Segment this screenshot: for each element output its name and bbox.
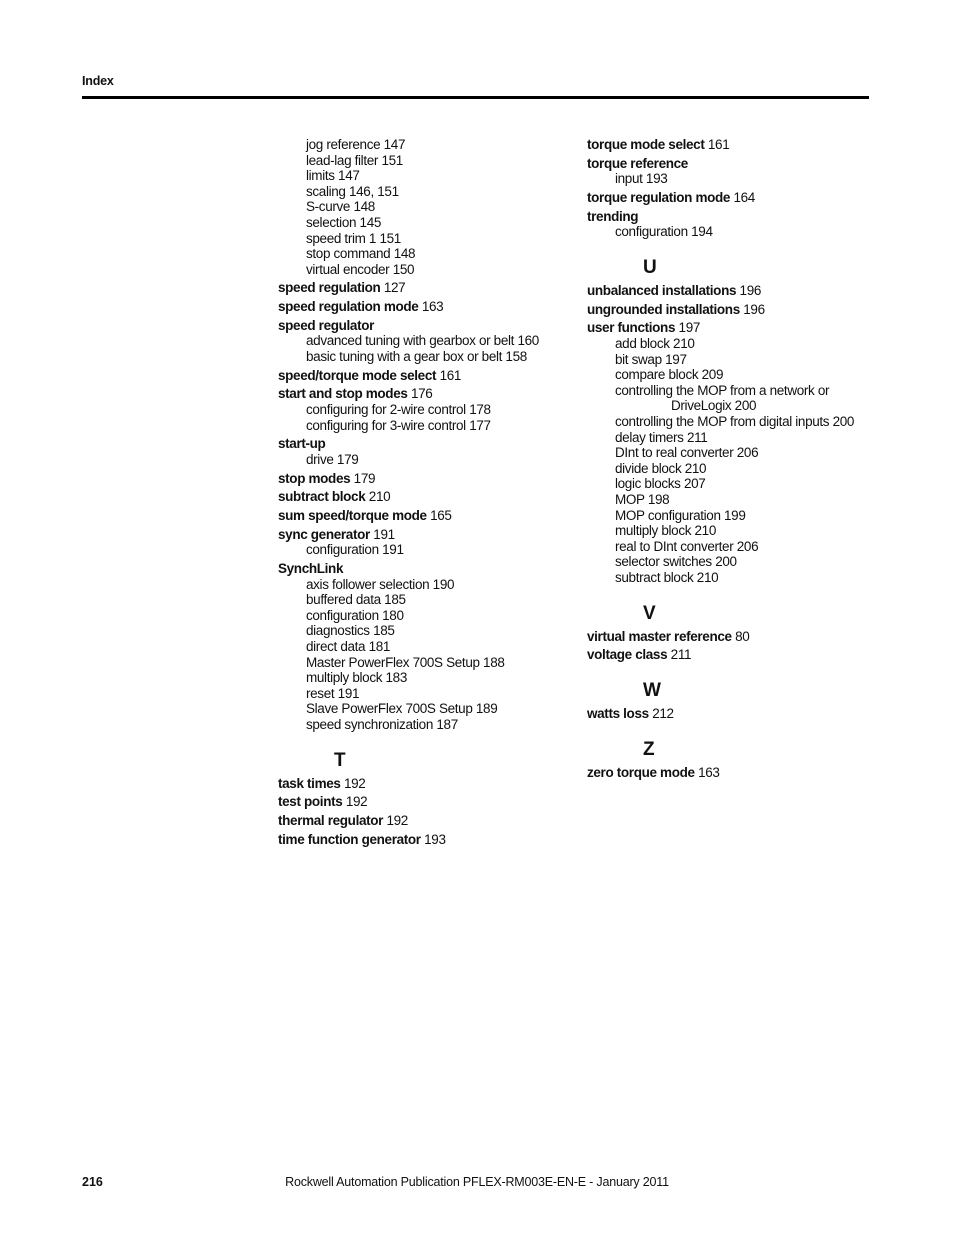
index-term: torque regulation mode bbox=[587, 190, 731, 205]
index-entry bbox=[278, 296, 563, 315]
index-entry bbox=[278, 433, 563, 452]
index-subentry: DInt to real converter 206 bbox=[615, 445, 759, 461]
index-subentry: scaling 146, 151 bbox=[306, 183, 399, 199]
page-reference: 197 bbox=[678, 320, 701, 336]
page-reference: 176 bbox=[410, 386, 433, 402]
index-term: speed regulator bbox=[278, 317, 375, 333]
index-subentry: direct data 181 bbox=[306, 639, 391, 655]
index-term: torque mode select bbox=[587, 137, 705, 152]
index-column-right bbox=[587, 137, 877, 780]
section-letter: W bbox=[643, 680, 661, 702]
index-subentry: jog reference 147 bbox=[306, 137, 406, 152]
index-term: thermal regulator bbox=[278, 812, 384, 828]
page-reference: 210 bbox=[368, 489, 391, 505]
index-entry bbox=[278, 505, 563, 524]
page-reference: 192 bbox=[343, 775, 366, 791]
index-term: user functions bbox=[587, 320, 676, 336]
index-entry bbox=[587, 299, 877, 318]
index-entry bbox=[278, 277, 563, 296]
page-reference: 191 bbox=[373, 526, 395, 542]
index-subentry: multiply block 210 bbox=[615, 523, 717, 539]
index-term: time function generator bbox=[278, 831, 421, 847]
index-term: test points bbox=[278, 794, 343, 810]
index-entry bbox=[587, 706, 877, 722]
index-subentry: bit swap 197 bbox=[615, 351, 687, 367]
publication-text: Rockwell Automation Publication PFLEX-RM003E-EN-E - January 2011 bbox=[285, 1175, 669, 1189]
page-reference: 193 bbox=[424, 831, 446, 847]
page-reference: 212 bbox=[652, 706, 674, 722]
index-subentry: selector switches 200 bbox=[615, 554, 737, 570]
index-subentry: configuration 194 bbox=[615, 224, 713, 240]
index-subentry: real to DInt converter 206 bbox=[615, 538, 759, 554]
index-subentry: compare block 209 bbox=[615, 367, 724, 383]
page-reference: 196 bbox=[743, 301, 765, 317]
index-subentry: speed synchronization 187 bbox=[306, 716, 458, 732]
page-reference: 192 bbox=[345, 794, 368, 810]
index-entry bbox=[587, 317, 877, 336]
index-entry bbox=[278, 829, 563, 848]
index-entry bbox=[587, 765, 877, 781]
index-subentry: add block 210 bbox=[615, 336, 695, 352]
page-reference: 164 bbox=[733, 190, 755, 205]
index-term: virtual master reference bbox=[587, 628, 732, 644]
index-entry bbox=[587, 644, 877, 663]
index-subentry: configuring for 2-wire control 178 bbox=[306, 402, 491, 418]
page-reference: 161 bbox=[707, 137, 730, 152]
index-subentry: S-curve 148 bbox=[306, 199, 375, 215]
index-subentry: lead-lag filter 151 bbox=[306, 152, 403, 168]
index-subentry: controlling the MOP from a network or bbox=[615, 382, 830, 398]
index-subentry: controlling the MOP from digital inputs 200 bbox=[615, 414, 855, 430]
index-term: task times bbox=[278, 775, 341, 791]
page-reference: 163 bbox=[421, 299, 444, 315]
index-term: zero torque mode bbox=[587, 764, 695, 780]
index-subentry: configuring for 3-wire control 177 bbox=[306, 417, 491, 433]
index-entry bbox=[278, 791, 563, 810]
running-header: Index bbox=[82, 74, 114, 88]
section-letter: T bbox=[334, 749, 346, 771]
index-entry bbox=[278, 558, 563, 577]
index-term: SynchLink bbox=[278, 560, 344, 576]
section-letter: U bbox=[643, 257, 657, 278]
index-subentry: axis follower selection 190 bbox=[306, 576, 455, 592]
index-term: ungrounded installations bbox=[587, 301, 740, 317]
index-term: voltage class bbox=[587, 647, 668, 663]
index-subentry: limits 147 bbox=[306, 168, 360, 184]
index-term: sum speed/torque mode bbox=[278, 507, 427, 523]
index-subentry: Master PowerFlex 700S Setup 188 bbox=[306, 654, 505, 670]
index-entry bbox=[587, 187, 877, 206]
index-entry bbox=[587, 153, 877, 172]
index-term: subtract block bbox=[278, 489, 366, 505]
page-reference: 196 bbox=[739, 283, 762, 298]
index-term: unbalanced installations bbox=[587, 283, 737, 298]
index-subentry: subtract block 210 bbox=[615, 570, 719, 586]
index-term: start and stop modes bbox=[278, 386, 408, 402]
index-subentry: delay timers 211 bbox=[615, 429, 708, 445]
index-subentry: Slave PowerFlex 700S Setup 189 bbox=[306, 701, 498, 717]
page-reference: 192 bbox=[386, 812, 408, 828]
index-term: speed/torque mode select bbox=[278, 367, 437, 383]
page-reference: 179 bbox=[353, 470, 376, 486]
index-subentry-continuation: DriveLogix 200 bbox=[671, 398, 757, 414]
index-subentry: diagnostics 185 bbox=[306, 623, 395, 639]
index-entry bbox=[278, 524, 563, 543]
index-subentry: speed trim 1 151 bbox=[306, 230, 401, 246]
publication-footer bbox=[0, 1175, 954, 1189]
index-subentry: MOP 198 bbox=[615, 492, 670, 508]
index-term: speed regulation bbox=[278, 280, 381, 296]
index-entry bbox=[278, 468, 563, 487]
index-entry bbox=[587, 629, 877, 645]
index-term: start-up bbox=[278, 436, 326, 452]
section-letter: Z bbox=[643, 738, 655, 760]
index-subentry: buffered data 185 bbox=[306, 592, 406, 608]
index-subentry: configuration 180 bbox=[306, 607, 404, 623]
index-subentry: logic blocks 207 bbox=[615, 476, 706, 492]
index-entry bbox=[587, 137, 877, 153]
page-number: 216 bbox=[82, 1175, 103, 1189]
page-reference: 127 bbox=[383, 280, 406, 296]
index-entry bbox=[278, 776, 563, 792]
index-subentry: basic tuning with a gear box or belt 158 bbox=[306, 349, 527, 365]
page-reference: 80 bbox=[735, 628, 750, 644]
index-entry bbox=[278, 315, 563, 334]
page-reference: 163 bbox=[698, 764, 720, 780]
index-subentry: advanced tuning with gearbox or belt 160 bbox=[306, 333, 539, 349]
index-subentry: MOP configuration 199 bbox=[615, 507, 746, 523]
header-rule bbox=[82, 96, 869, 99]
index-subentry: input 193 bbox=[615, 171, 668, 187]
index-entry bbox=[278, 383, 563, 402]
index-term: stop modes bbox=[278, 470, 351, 486]
index-subentry: divide block 210 bbox=[615, 460, 707, 476]
index-subentry: virtual encoder 150 bbox=[306, 261, 415, 277]
index-term: watts loss bbox=[587, 706, 649, 722]
index-entry bbox=[278, 810, 563, 829]
section-letter: V bbox=[643, 602, 656, 624]
index-term: torque reference bbox=[587, 155, 688, 171]
index-entry bbox=[587, 206, 877, 225]
index-subentry: drive 179 bbox=[306, 451, 359, 467]
index-subentry: stop command 148 bbox=[306, 246, 416, 262]
index-entry bbox=[587, 283, 877, 299]
index-subentry: selection 145 bbox=[306, 214, 382, 230]
page-reference: 165 bbox=[430, 507, 452, 523]
index-term: speed regulation mode bbox=[278, 299, 419, 315]
page-reference: 161 bbox=[439, 367, 462, 383]
index-entry bbox=[278, 486, 563, 505]
index-entry bbox=[278, 365, 563, 384]
index-term: trending bbox=[587, 208, 639, 224]
index-subentry: configuration 191 bbox=[306, 542, 404, 558]
index-column-left bbox=[278, 137, 563, 847]
page-reference: 211 bbox=[670, 647, 692, 663]
index-subentry: reset 191 bbox=[306, 685, 360, 701]
index-term: sync generator bbox=[278, 526, 370, 542]
index-subentry: multiply block 183 bbox=[306, 670, 408, 686]
